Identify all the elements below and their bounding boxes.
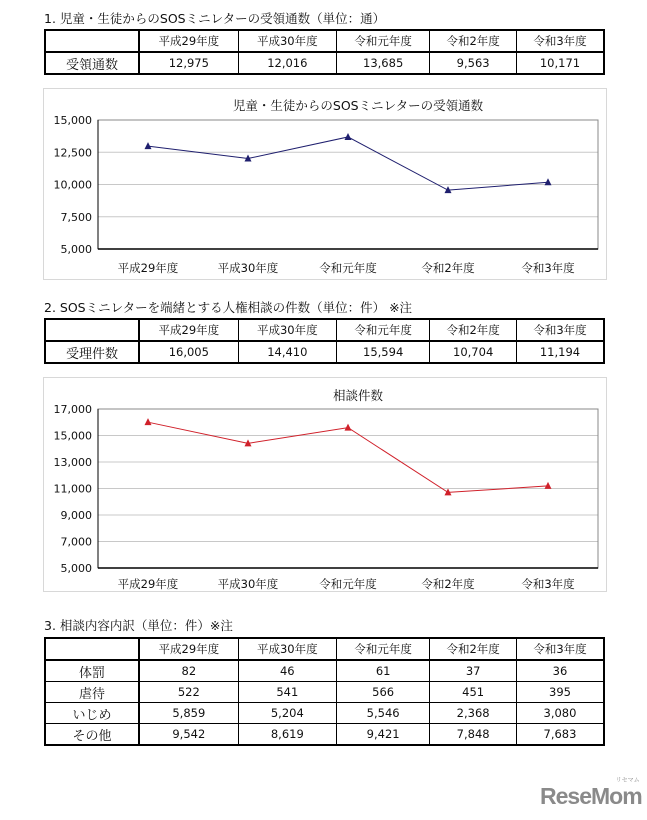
- row-label: 体罰: [45, 660, 139, 682]
- table-header-row: [45, 30, 604, 52]
- y-tick-label: 12,500: [53, 146, 92, 160]
- cell: 12,975: [139, 52, 238, 74]
- header-year: 令和2年度: [430, 319, 517, 341]
- table-row: [45, 341, 604, 363]
- cell: 16,005: [139, 341, 238, 363]
- header-blank: [45, 30, 139, 52]
- series-line: [148, 422, 548, 492]
- x-tick-label: 令和2年度: [421, 261, 475, 275]
- x-tick-label: 平成30年度: [217, 577, 279, 591]
- y-tick-label: 13,000: [53, 456, 92, 469]
- y-tick-label: 11,000: [53, 482, 92, 496]
- cell: 11,194: [516, 341, 604, 363]
- cell: 7,683: [516, 724, 604, 746]
- table-row: [45, 703, 604, 724]
- header-year: 平成29年度: [139, 319, 238, 341]
- header-year: 令和3年度: [516, 319, 604, 341]
- header-year: 平成29年度: [139, 638, 238, 660]
- cell: 15,594: [336, 341, 429, 363]
- table-header-row: [45, 319, 604, 341]
- table-row: [45, 682, 604, 703]
- x-tick-label: 令和3年度: [521, 577, 575, 591]
- cell: 46: [238, 660, 336, 682]
- table-row: [45, 660, 604, 682]
- section3-title: 3. 相談内容内訳（単位：件）※注: [44, 618, 233, 633]
- cell: 8,619: [238, 724, 336, 746]
- header-year: 令和3年度: [516, 30, 604, 52]
- cell: 395: [516, 682, 604, 703]
- y-tick-label: 15,000: [53, 429, 92, 443]
- header-year: 平成30年度: [238, 30, 336, 52]
- table-row: [45, 52, 604, 74]
- consultations-chart-svg: [44, 378, 606, 591]
- row-label: その他: [45, 724, 139, 746]
- cell: 10,704: [430, 341, 517, 363]
- row-label: 受領通数: [45, 52, 139, 74]
- data-point-triangle: [145, 418, 152, 425]
- header-year: 令和元年度: [336, 319, 429, 341]
- breakdown-table: [44, 637, 605, 746]
- cell: 10,171: [516, 52, 604, 74]
- x-tick-label: 令和元年度: [319, 577, 377, 591]
- cell: 37: [430, 660, 517, 682]
- header-blank: [45, 319, 139, 341]
- cell: 14,410: [238, 341, 336, 363]
- header-year: 令和元年度: [336, 30, 429, 52]
- data-point-triangle: [145, 142, 152, 149]
- consultations-chart: [43, 377, 607, 592]
- cell: 7,848: [430, 724, 517, 746]
- cell: 5,859: [139, 703, 238, 724]
- cell: 451: [430, 682, 517, 703]
- section1-title: 1. 児童・生徒からのSOSミニレターの受領通数（単位：通）: [44, 11, 386, 26]
- row-label: 受理件数: [45, 341, 139, 363]
- chart-title: 相談件数: [332, 388, 384, 403]
- header-blank: [45, 638, 139, 660]
- cell: 13,685: [336, 52, 429, 74]
- row-label: いじめ: [45, 703, 139, 724]
- cell: 61: [336, 660, 429, 682]
- cell: 541: [238, 682, 336, 703]
- cell: 5,546: [336, 703, 429, 724]
- data-point-triangle: [345, 133, 352, 140]
- cell: 566: [336, 682, 429, 703]
- header-year: 平成29年度: [139, 30, 238, 52]
- cell: 3,080: [516, 703, 604, 724]
- logo-text: ReseMom: [540, 783, 642, 809]
- header-year: 令和元年度: [336, 638, 429, 660]
- y-tick-label: 5,000: [60, 562, 92, 575]
- cell: 12,016: [238, 52, 336, 74]
- section2-title: 2. SOSミニレターを端緒とする人権相談の件数（単位：件） ※注: [44, 300, 413, 315]
- y-tick-label: 15,000: [53, 114, 92, 127]
- cell: 9,542: [139, 724, 238, 746]
- cell: 522: [139, 682, 238, 703]
- cell: 2,368: [430, 703, 517, 724]
- data-point-triangle: [545, 482, 552, 489]
- resemom-logo: [540, 778, 642, 810]
- y-tick-label: 17,000: [53, 403, 92, 416]
- chart-title: 児童・生徒からのSOSミニレターの受領通数: [232, 98, 484, 113]
- cell: 9,563: [430, 52, 517, 74]
- letters-chart: [43, 88, 607, 280]
- x-tick-label: 令和元年度: [319, 261, 377, 275]
- header-year: 平成30年度: [238, 319, 336, 341]
- y-tick-label: 5,000: [60, 243, 92, 256]
- x-tick-label: 令和2年度: [421, 577, 475, 591]
- consultations-table: [44, 318, 605, 364]
- series-line: [148, 137, 548, 190]
- cell: 82: [139, 660, 238, 682]
- x-tick-label: 平成30年度: [217, 261, 279, 275]
- y-tick-label: 7,000: [60, 535, 92, 549]
- table-header-row: [45, 638, 604, 660]
- cell: 9,421: [336, 724, 429, 746]
- row-label: 虐待: [45, 682, 139, 703]
- cell: 5,204: [238, 703, 336, 724]
- x-tick-label: 平成29年度: [117, 261, 179, 275]
- table-row: [45, 724, 604, 746]
- logo-subtext: リセマム: [615, 778, 640, 784]
- header-year: 令和2年度: [430, 638, 517, 660]
- cell: 36: [516, 660, 604, 682]
- x-tick-label: 平成29年度: [117, 577, 179, 591]
- y-tick-label: 9,000: [60, 509, 92, 522]
- data-point-triangle: [545, 178, 552, 185]
- x-tick-label: 令和3年度: [521, 261, 575, 275]
- y-tick-label: 10,000: [53, 178, 92, 192]
- y-tick-label: 7,500: [60, 210, 92, 224]
- header-year: 令和2年度: [430, 30, 517, 52]
- data-point-triangle: [345, 424, 352, 431]
- header-year: 令和3年度: [516, 638, 604, 660]
- letters-received-table: [44, 29, 605, 75]
- letters-chart-svg: [44, 89, 606, 279]
- header-year: 平成30年度: [238, 638, 336, 660]
